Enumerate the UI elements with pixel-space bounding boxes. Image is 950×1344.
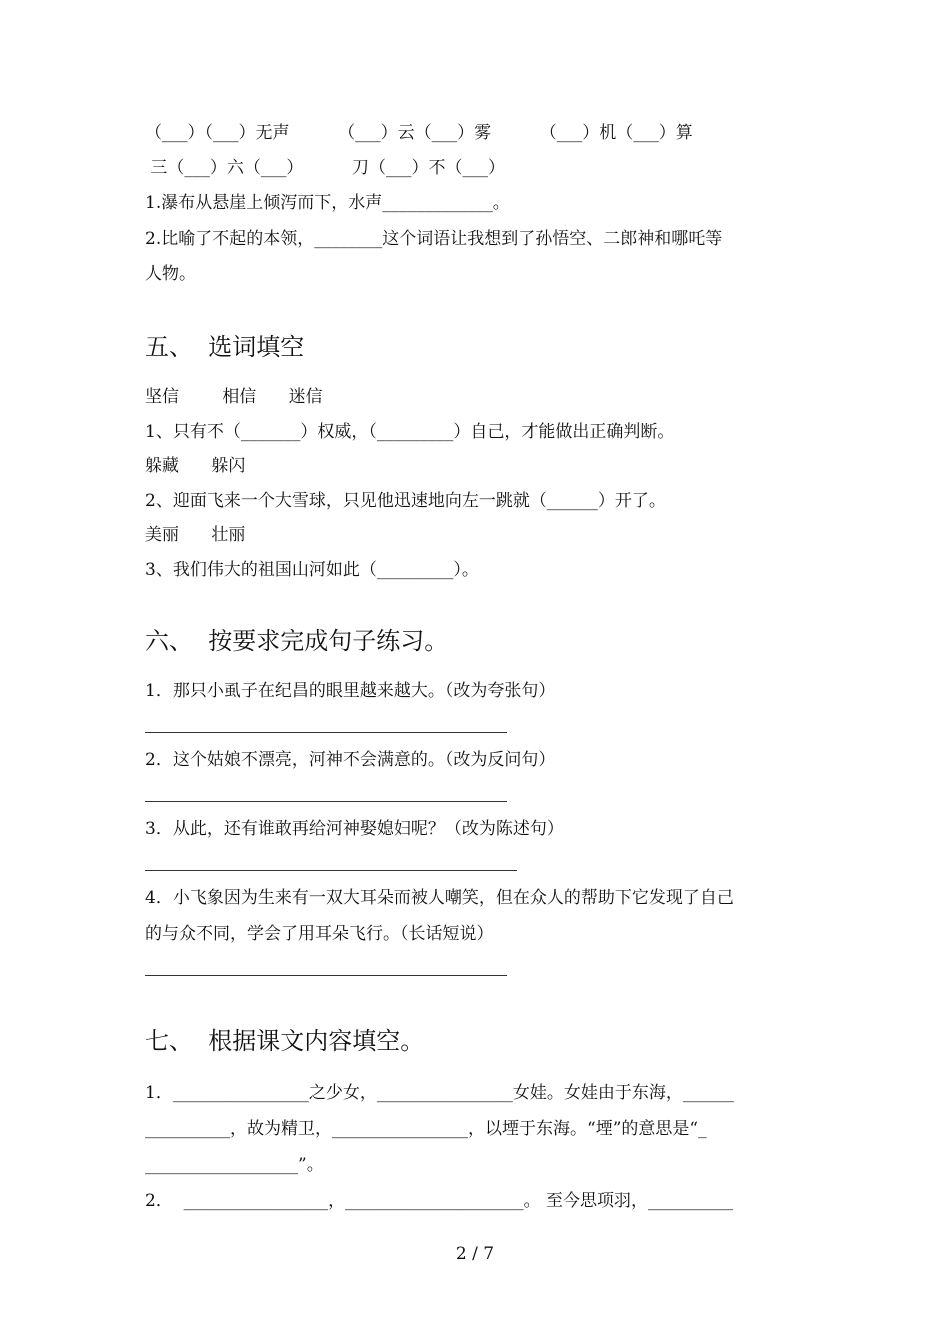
word-choices-3: 美丽 壮丽 (145, 525, 246, 545)
question-6-3: 3．从此，还有谁敢再给河神娶媳妇呢？（改为陈述句） (145, 819, 564, 839)
section-6-heading: 六、 按要求完成句子练习。 (145, 627, 449, 655)
idiom-row-1: （___）（___）无声 （___）云（___）雾 （___）机（___）算 (145, 123, 693, 143)
answer-line[interactable] (145, 975, 507, 976)
section-5-heading: 五、 选词填空 (145, 333, 305, 361)
question-6-2: 2．这个姑娘不漂亮，河神不会满意的。（改为反问句） (145, 750, 556, 770)
question-7-1-line-2: __________，故为精卫，________________，以堙于东海。“堙”的意思是“_ (145, 1119, 707, 1139)
question-7-1-line-3: __________________”。 (145, 1155, 324, 1175)
answer-line[interactable] (145, 801, 507, 802)
question-5-3: 3、我们伟大的祖国山河如此（_________）。 (145, 560, 479, 580)
question-6-4-line-2: 的与众不同，学会了用耳朵飞行。（长话短说） (145, 924, 494, 944)
question-4-2-line-1: 2.比喻了不起的本领，________这个词语让我想到了孙悟空、二郎神和哪吒等 (145, 229, 723, 249)
question-5-2: 2、迎面飞来一个大雪球，只见他迅速地向左一跳就（______）开了。 (145, 491, 666, 511)
answer-line[interactable] (145, 870, 517, 871)
question-6-1: 1．那只小虱子在纪昌的眼里越来越大。（改为夸张句） (145, 681, 556, 701)
section-7-heading: 七、 根据课文内容填空。 (145, 1027, 425, 1055)
question-4-2-line-2: 人物。 (145, 264, 196, 284)
answer-line[interactable] (145, 732, 507, 733)
page-number: 2 / 7 (455, 1244, 495, 1264)
question-6-4-line-1: 4．小飞象因为生来有一双大耳朵而被人嘲笑，但在众人的帮助下它发现了自己 (145, 888, 734, 908)
question-7-2-line-1: 2． _________________，_____________________。 至今思项羽，__________ (145, 1191, 734, 1211)
idiom-row-2: 三（___）六（___） 刀（___）不（___） (145, 158, 506, 178)
question-5-1: 1、只有不（_______）权威，（_________）自己，才能做出正确判断。 (145, 422, 675, 442)
word-choices-1: 坚信 相信 迷信 (145, 387, 323, 407)
question-4-1: 1.瀑布从悬崖上倾泻而下，水声_____________。 (145, 193, 510, 213)
question-7-1-line-1: 1．________________之少女，________________女娃。女娃由于东海，______ (145, 1083, 734, 1103)
word-choices-2: 躲藏 躲闪 (145, 456, 246, 476)
